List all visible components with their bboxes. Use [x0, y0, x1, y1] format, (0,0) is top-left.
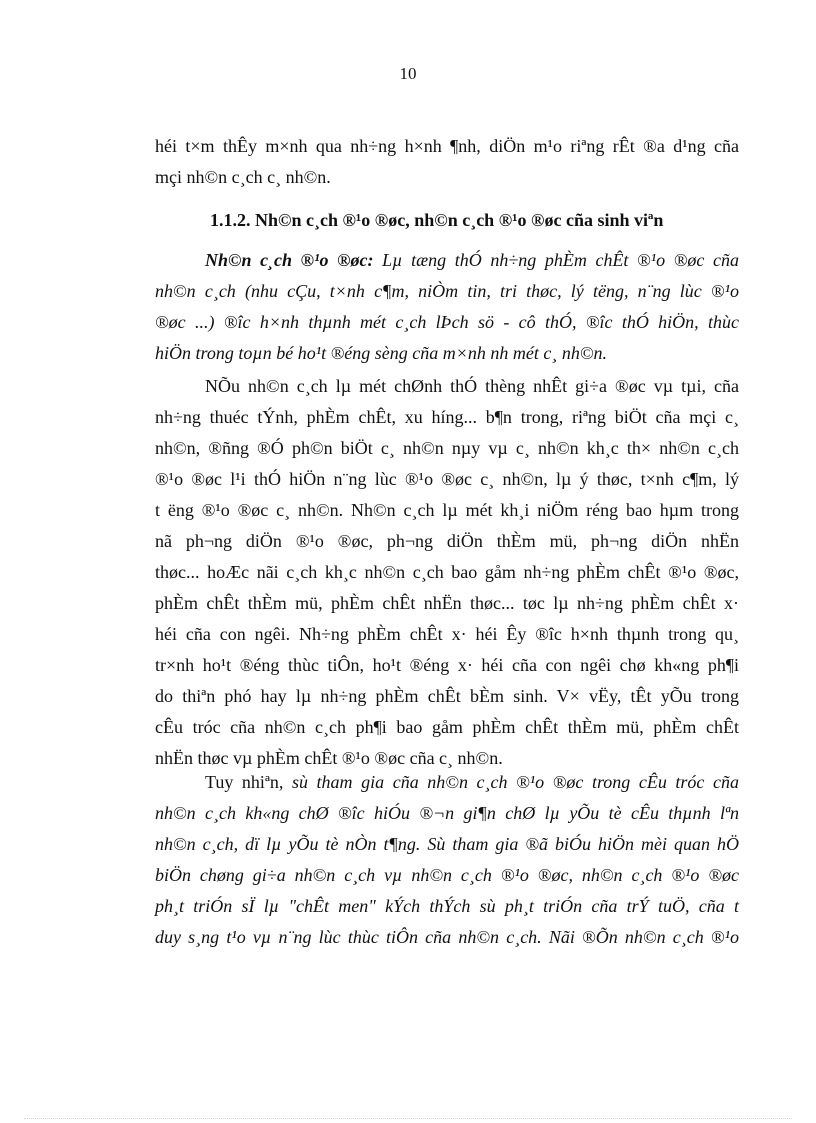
text-line: duy s¸ng t¹o vµ n¨ng lùc thùc tiÔn cña nh©n c¸ch. Nãi ®Õn nh©n c¸ch ®¹o	[155, 927, 739, 947]
paragraph-lead: Tuy nhiªn	[205, 772, 279, 792]
paragraph-main	[155, 371, 739, 774]
text-line: nh©n c¸ch (nhu cÇu, t×nh c¶m, niÒm tin, tri thøc, lý tëng, n¨ng lùc ®¹o	[155, 281, 739, 301]
text-line: nhËn thøc vµ phÈm chÊt ®¹o ®øc cña c¸ nh©n.	[155, 748, 503, 768]
text-line: biÖn chøng gi÷a nh©n c¸ch vµ nh©n c¸ch ®¹o ®øc, nh©n c¸ch ®¹o ®øc	[155, 865, 739, 885]
text-line: phÈm chÊt thÈm mü, phÈm chÊt nhËn thøc... tøc lµ nh÷ng phÈm chÊt x·	[155, 593, 739, 613]
text-line: tr×nh ho¹t ®éng thùc tiÔn, ho¹t ®éng x· héi cña con ngêi chø kh«ng ph¶i	[155, 655, 739, 675]
page-number: 10	[399, 64, 417, 83]
paragraph-text: , sù tham gia cña nh©n c¸ch ®¹o ®øc trong cÊu tróc cña	[278, 772, 739, 792]
definition-text: Lµ tæng thÓ nh÷ng phÈm chÊt ®¹o ®øc cña	[373, 250, 739, 270]
definition-term: Nh©n c¸ch ®¹o ®øc:	[205, 250, 374, 270]
text-line: NÕu nh©n c¸ch lµ mét chØnh thÓ thèng nhÊt gi÷a ®øc vµ tµi, cña	[205, 376, 739, 396]
text-line: cÊu tróc cña nh©n c¸ch ph¶i bao gåm phÈm chÊt thÈm mü, phÈm chÊt	[155, 717, 739, 737]
text-line: ®¹o ®øc l¹i thÓ hiÖn n¨ng lùc ®¹o ®øc c¸ nh©n, lµ ý thøc, t×nh c¶m, lý	[155, 469, 739, 489]
paragraph-definition	[155, 245, 739, 369]
page-bottom-divider	[24, 1118, 792, 1119]
text-line: ®øc ...) ®îc h×nh thµnh mét c¸ch lÞch sö - cô thÓ, ®îc thÓ hiÖn, thùc	[155, 312, 739, 332]
text-line: nh÷ng thuéc tÝnh, phÈm chÊt, xu híng... b¶n trong, riªng biÖt cña mçi c¸	[155, 407, 739, 427]
text-line: héi cña con ngêi. Nh÷ng phÈm chÊt x· héi Êy ®îc h×nh thµnh trong qu¸	[155, 624, 739, 644]
text-line: hiÖn trong toµn bé ho¹t ®éng sèng cña m×nh nh mét c¸ nh©n.	[155, 343, 608, 363]
paragraph-closing	[155, 767, 739, 953]
text-line	[155, 767, 739, 798]
paragraph-continuation	[155, 131, 739, 193]
text-line: nh©n c¸ch kh«ng chØ ®îc hiÓu ®¬n gi¶n chØ lµ yÕu tè cÊu thµnh lªn	[155, 803, 739, 823]
section-heading: 1.1.2. Nh©n c¸ch ®¹o ®øc, nh©n c¸ch ®¹o ®øc cña sinh viªn	[210, 210, 664, 230]
text-line: héi t×m thÊy m×nh qua nh÷ng h×nh ¶nh, diÖn m¹o riªng rÊt ®a d¹ng cña	[155, 136, 739, 156]
text-line: do thiªn phó hay lµ nh÷ng phÈm chÊt bÈm sinh. V× vËy, tÊt yÕu trong	[155, 686, 739, 706]
text-line: t ëng ®¹o ®øc c¸ nh©n. Nh©n c¸ch lµ mét kh¸i niÖm réng bao hµm trong	[155, 500, 739, 520]
text-line: mçi nh©n c¸ch c¸ nh©n.	[155, 167, 331, 187]
text-line	[155, 245, 739, 276]
text-line: thøc... hoÆc nãi c¸ch kh¸c nh©n c¸ch bao gåm nh÷ng phÈm chÊt ®¹o ®øc,	[155, 562, 739, 582]
text-line: nã ph¬ng diÖn ®¹o ®øc, ph¬ng diÖn thÈm mü, ph¬ng diÖn nhËn	[155, 531, 739, 551]
text-line: nh©n, ®ñng ®Ó ph©n biÖt c¸ nh©n nµy vµ c¸ nh©n kh¸c th× nh©n c¸ch	[155, 438, 739, 458]
text-line: nh©n c¸ch, dï lµ yÕu tè nÒn t¶ng. Sù tham gia ®ã biÓu hiÖn mèi quan hÖ	[155, 834, 739, 854]
text-line: ph¸t triÓn sÏ lµ "chÊt men" kÝch thÝch sù ph¸t triÓn cña trÝ tuÖ, cña t	[155, 896, 739, 916]
